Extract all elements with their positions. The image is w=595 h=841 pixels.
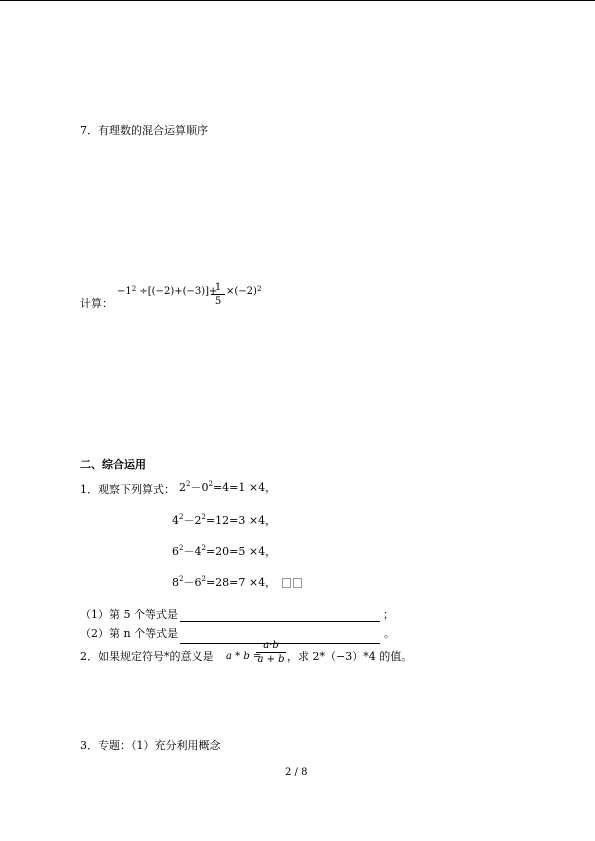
sub-question-2-end: 。 (384, 627, 395, 640)
answer-blank-1[interactable] (180, 621, 380, 622)
sub-question-1: （1）第 5 个等式是 (80, 608, 178, 621)
question-2-fraction (256, 640, 286, 665)
row2-exp-b: 2 (201, 513, 206, 521)
row3-exp-b: 2 (201, 544, 206, 552)
question-2-fraction-numerator: a·b (256, 640, 286, 653)
expr-exponent-2: 2 (256, 285, 262, 293)
row4-base-b: 6 (194, 576, 202, 589)
question-1-intro: 1．观察下列算式： (80, 483, 175, 496)
row3-rest: =20=5 ×4， (205, 545, 277, 558)
placeholder-box-icon (293, 578, 302, 588)
sub-question-1-end: ； (383, 608, 394, 621)
top-border (0, 0, 595, 1)
equation-row-3 (172, 546, 276, 557)
row3-exp-a: 2 (179, 544, 184, 552)
row2-base-a: 4 (172, 514, 179, 527)
section-2-title: 二、综合运用 (80, 458, 146, 471)
row1-base-b: 0 (201, 481, 209, 494)
question-2-text-after: ，求 2*（−3）*4 的值。 (287, 650, 413, 663)
expr-left: −1 (117, 286, 132, 297)
row4-exp-a: 2 (179, 575, 184, 583)
row3-minus: － (183, 545, 195, 558)
row2-exp-a: 2 (179, 513, 184, 521)
expr-exponent-1: 2 (131, 285, 137, 293)
question-7-title: 7．有理数的混合运算顺序 (80, 124, 208, 137)
question-3-title: 3．专题：（1）充分利用概念 (80, 739, 221, 752)
row1-exp-b: 2 (208, 480, 213, 488)
calc-expression (117, 287, 217, 297)
expr-mid: ÷[(−2)+(−3)]+ (136, 286, 218, 297)
row2-minus: － (183, 514, 195, 527)
expr-right: ×(−2) (226, 286, 257, 297)
row1-minus: － (190, 481, 202, 494)
row1-exp-a: 2 (186, 480, 191, 488)
row3-base-a: 6 (172, 545, 179, 558)
calc-label: 计算： (80, 297, 113, 310)
row1-rest: =4=1 ×4， (212, 481, 277, 494)
row4-base-a: 8 (172, 576, 179, 589)
row1-base-a: 2 (179, 481, 186, 494)
question-2-lhs: a * b = (226, 651, 262, 662)
sub-question-2: （2）第 n 个等式是 (80, 627, 179, 640)
row2-rest: =12=3 ×4， (205, 514, 277, 527)
equation-row-2 (172, 515, 276, 526)
row4-rest: =28=7 ×4， (205, 576, 277, 589)
placeholder-box-icon (282, 578, 291, 588)
row2-base-b: 2 (194, 514, 202, 527)
calc-fraction (211, 282, 225, 307)
equation-row-1 (179, 482, 276, 493)
page-number: 2 / 8 (285, 767, 308, 778)
row4-minus: － (183, 576, 195, 589)
equation-row-4 (172, 577, 302, 588)
calc-fraction-denominator: 5 (214, 296, 222, 307)
calc-fraction-numerator: 1 (211, 282, 225, 295)
question-2-text-before: 2．如果规定符号*的意义是 (80, 650, 214, 663)
row4-exp-b: 2 (201, 575, 206, 583)
calc-expression-right (226, 287, 261, 297)
row3-base-b: 4 (194, 545, 202, 558)
question-2-fraction-denominator: a + b (257, 654, 285, 665)
